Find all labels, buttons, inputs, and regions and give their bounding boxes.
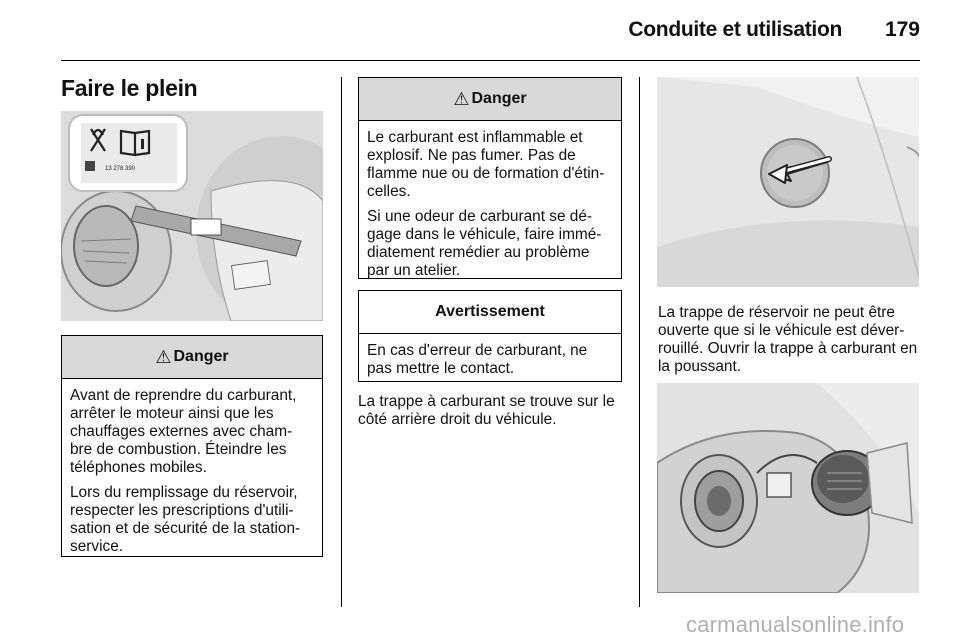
body-text-opening: La trappe de réservoir ne peut être ouverte que si le véhicule est déver-rouillé. Ouvrir la trappe à carburant en la poussant. (658, 304, 918, 375)
danger-heading: Danger (173, 348, 229, 365)
warning-heading: Avertissement (435, 303, 545, 320)
running-header-title: Conduite et utilisation (628, 18, 842, 41)
column-divider-2 (639, 77, 640, 607)
label-code: 13 278 390 (105, 166, 136, 172)
danger-paragraph: Si une odeur de carburant se dé-gage dans le véhicule, faire immé-diatement remédier au problème par un atelier. (367, 208, 602, 279)
danger-box-flammable (358, 77, 622, 279)
warning-box (358, 290, 622, 382)
fuel-flap-open-photo (657, 383, 919, 593)
danger-body (359, 121, 621, 293)
danger-body (62, 379, 322, 569)
warning-header (359, 291, 621, 334)
warning-triangle-icon: ⚠ (453, 88, 470, 109)
column-divider-1 (341, 77, 342, 607)
fuel-filler-label-photo (61, 111, 323, 321)
section-title: Faire le plein (61, 75, 198, 101)
danger-paragraph: Lors du remplissage du réservoir, respecter les prescriptions d'utili-sation et de sécurité de la station-service. (70, 484, 301, 555)
danger-paragraph: Avant de reprendre du carburant, arrêter le moteur ainsi que les chauffages externes avec cham-bre de combustion. Éteindre les téléphones mobiles. (70, 387, 297, 476)
warning-triangle-icon: ⚠ (155, 346, 172, 367)
danger-box-refuel (61, 335, 323, 557)
warning-paragraph: En cas d'erreur de carburant, ne pas mettre le contact. (367, 342, 588, 377)
warning-body (359, 334, 621, 391)
fuel-flap-closed-photo (657, 77, 919, 287)
danger-heading: Danger (471, 90, 527, 107)
watermark: carmanualsonline.info (686, 612, 905, 637)
danger-header (359, 78, 621, 121)
body-text-location: La trappe à carburant se trouve sur le côté arrière droit du véhicule. (358, 393, 615, 428)
danger-paragraph: Le carburant est inflammable et explosif. Ne pas fumer. Pas de flamme nue ou de formation d'étin-celles. (367, 129, 605, 200)
danger-header (62, 336, 322, 379)
page-number: 179 (884, 18, 920, 41)
header-rule (61, 60, 920, 61)
